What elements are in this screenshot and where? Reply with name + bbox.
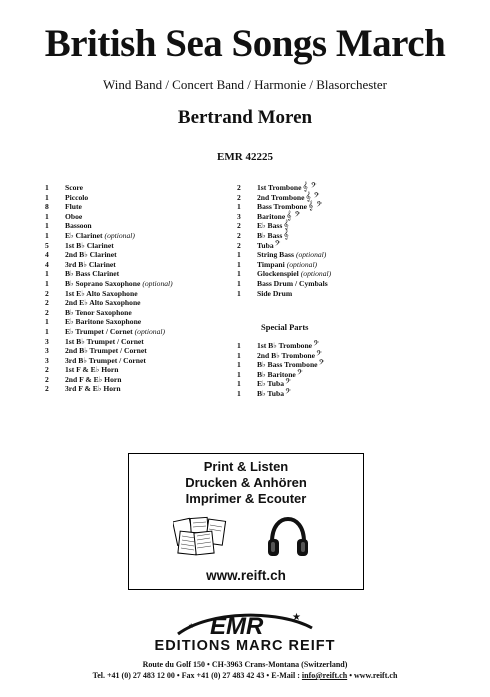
part-row [237,202,437,212]
part-row [237,241,437,251]
clef-icon: 𝄢 [313,340,319,350]
special-parts-heading: Special Parts [261,322,309,332]
part-row [45,346,225,356]
optional-note: (optional) [286,259,318,269]
part-quantity: 2 [237,192,241,202]
special-part-row [237,370,437,380]
clef-icon: 𝄢 [318,359,325,370]
part-name: Piccolo [65,192,89,202]
part-row [45,308,225,318]
clef-icon: 𝄞 𝄢 [302,182,317,192]
part-name: 1st F & E♭ Horn [65,365,119,375]
part-quantity: 1 [45,192,49,202]
special-parts-list [237,341,437,399]
part-quantity: 5 [45,240,49,250]
part-quantity: 1 [45,211,49,221]
part-name: Flute [65,202,82,212]
part-quantity: 1 [45,278,49,288]
parts-list-right [237,183,437,298]
sheet-music-icon [173,514,229,558]
email-link[interactable]: info@reift.ch [301,671,348,680]
part-name: E♭ Bass [257,221,283,231]
part-row [45,317,225,327]
part-row [237,231,437,241]
part-quantity: 1 [237,269,241,279]
clef-icon: 𝄢 [285,378,291,389]
part-quantity: 1 [237,288,241,298]
clef-icon: 𝄢 [296,368,303,379]
part-row [237,221,437,231]
special-part-row [237,351,437,361]
publisher-address: Route du Golf 150 • CH-3963 Crans-Montana (Switzerland) [142,660,348,669]
svg-text:★: ★ [292,612,301,623]
part-name: 2nd B♭ Clarinet [65,250,117,260]
part-row [45,337,225,347]
clef-icon: 𝄞 𝄢 [286,210,301,221]
part-name: Baritone [257,211,286,221]
parts-list-left [45,183,225,394]
part-quantity: 2 [45,298,49,308]
part-name: 2nd B♭ Trombone [257,350,316,360]
special-part-row [237,379,437,389]
part-quantity: 1 [237,379,241,389]
part-name: B♭ Soprano Saxophone [65,278,141,288]
clef-icon: 𝄢 [274,239,281,250]
website-link[interactable]: www.reift.ch [206,568,286,583]
emr-logo [170,608,320,638]
part-name: E♭ Trumpet / Cornet [65,326,133,336]
part-name: 1st B♭ Trombone [257,341,313,350]
part-name: E♭ Baritone Saxophone [65,317,142,327]
part-quantity: 1 [237,350,241,360]
part-row [237,183,437,193]
optional-note: (optional) [134,326,166,336]
catalog-number: EMR 42225 [217,151,273,163]
part-name: String Bass [257,250,294,260]
part-row [45,193,225,203]
part-quantity: 1 [237,278,241,288]
part-quantity: 4 [45,250,49,260]
part-row [237,269,437,279]
part-name: Bassoon [65,221,92,231]
part-quantity: 1 [45,230,49,240]
contact-phone-fax: Tel. +41 (0) 27 483 12 00 • Fax +41 (0) 27 483 42 43 • E-Mail : [92,671,302,680]
part-row [45,260,225,270]
part-quantity: 3 [237,211,241,221]
part-name: B♭ Bass [257,230,283,240]
part-row [237,212,437,222]
part-name: 1st B♭ Trumpet / Cornet [65,336,144,346]
part-quantity: 1 [237,369,241,379]
headphones-icon [265,514,311,560]
part-name: B♭ Tenor Saxophone [65,307,132,317]
optional-note: (optional) [104,230,135,240]
svg-text:EMR: EMR [210,613,264,638]
part-name: Bass Drum / Cymbals [257,278,328,288]
part-name: Oboe [65,211,83,221]
part-row [45,183,225,193]
publisher-contact [0,671,490,680]
part-name: B♭ Bass Trombone [257,360,318,370]
part-row [45,365,225,375]
page-title: British Sea Songs March [44,22,446,65]
part-quantity: 2 [45,384,49,394]
part-quantity: 1 [237,202,241,212]
part-name: Side Drum [257,288,293,298]
part-row [45,375,225,385]
part-row [237,250,437,260]
clef-icon: 𝄢 [285,387,291,398]
part-name: Score [65,183,83,192]
part-row [45,231,225,241]
part-row [237,193,437,203]
part-row [237,260,437,270]
part-name: 1st E♭ Alto Saxophone [65,288,138,298]
part-name: 3rd F & E♭ Horn [65,384,121,394]
part-quantity: 1 [45,326,49,336]
part-row [237,279,437,289]
part-row [45,279,225,289]
part-name: 2nd Trombone [257,192,305,202]
part-quantity: 1 [45,183,49,192]
special-part-row [237,389,437,399]
optional-note: (optional) [295,250,327,260]
publisher-name: EDITIONS MARC REIFT [154,638,336,654]
part-name: Timpani [257,259,285,269]
part-quantity: 2 [45,288,49,298]
part-row [45,269,225,279]
part-quantity: 4 [45,259,49,269]
part-row [45,289,225,299]
part-quantity: 3 [45,346,49,356]
contact-web: • www.reift.ch [347,671,398,680]
clef-icon: 𝄞 𝄢 [305,191,320,202]
part-quantity: 2 [45,307,49,317]
part-name: Tuba [257,240,274,250]
part-row [45,384,225,394]
part-name: 1st B♭ Clarinet [65,240,114,250]
part-quantity: 2 [237,183,241,192]
part-name: 3rd B♭ Clarinet [65,259,116,269]
part-row [45,327,225,337]
optional-note: (optional) [142,278,173,288]
part-quantity: 1 [237,341,241,350]
part-name: E♭ Tuba [257,379,285,389]
part-row [45,356,225,366]
part-name: B♭ Tuba [257,388,285,398]
part-name: 3rd B♭ Trumpet / Cornet [65,355,146,365]
part-quantity: 2 [45,365,49,375]
promo-line-2: Drucken & Anhören [185,475,307,490]
special-part-row [237,341,437,351]
part-row [45,250,225,260]
part-name: E♭ Clarinet [65,230,103,240]
part-name: 2nd B♭ Trumpet / Cornet [65,346,147,356]
part-quantity: 3 [45,336,49,346]
clef-icon: 𝄞 [283,220,289,231]
part-name: B♭ Bass Clarinet [65,269,120,279]
part-quantity: 1 [45,269,49,279]
optional-note: (optional) [300,269,332,279]
part-name: 2nd E♭ Alto Saxophone [65,298,141,308]
part-quantity: 1 [237,360,241,370]
part-quantity: 1 [237,250,241,260]
part-row [45,202,225,212]
part-row [45,241,225,251]
part-name: B♭ Baritone [257,369,296,379]
part-quantity: 1 [237,259,241,269]
part-row [45,298,225,308]
part-quantity: 1 [45,221,49,231]
special-part-row [237,360,437,370]
svg-text:★: ★ [188,622,195,630]
part-quantity: 3 [45,355,49,365]
part-name: Bass Trombone [257,202,308,212]
part-name: Glockenspiel [257,269,299,279]
promo-line-1: Print & Listen [203,459,289,474]
part-quantity: 8 [45,202,49,212]
part-name: 1st Trombone [257,183,302,192]
clef-icon: 𝄢 [316,349,322,360]
clef-icon: 𝄞 [283,229,289,240]
part-quantity: 2 [237,230,241,240]
promo-line-3: Imprimer & Ecouter [185,491,307,506]
part-quantity: 1 [45,317,49,327]
part-row [45,221,225,231]
part-quantity: 2 [237,221,241,231]
subtitle: Wind Band / Concert Band / Harmonie / Blasorchester [103,77,387,92]
print-listen-box[interactable] [128,453,364,590]
clef-icon: 𝄞 𝄢 [308,201,322,212]
part-row [237,289,437,299]
part-row [45,212,225,222]
part-quantity: 1 [237,388,241,398]
part-name: 2nd F & E♭ Horn [65,374,122,384]
part-quantity: 2 [45,374,49,384]
part-quantity: 2 [237,240,241,250]
composer: Bertrand Moren [177,107,313,128]
